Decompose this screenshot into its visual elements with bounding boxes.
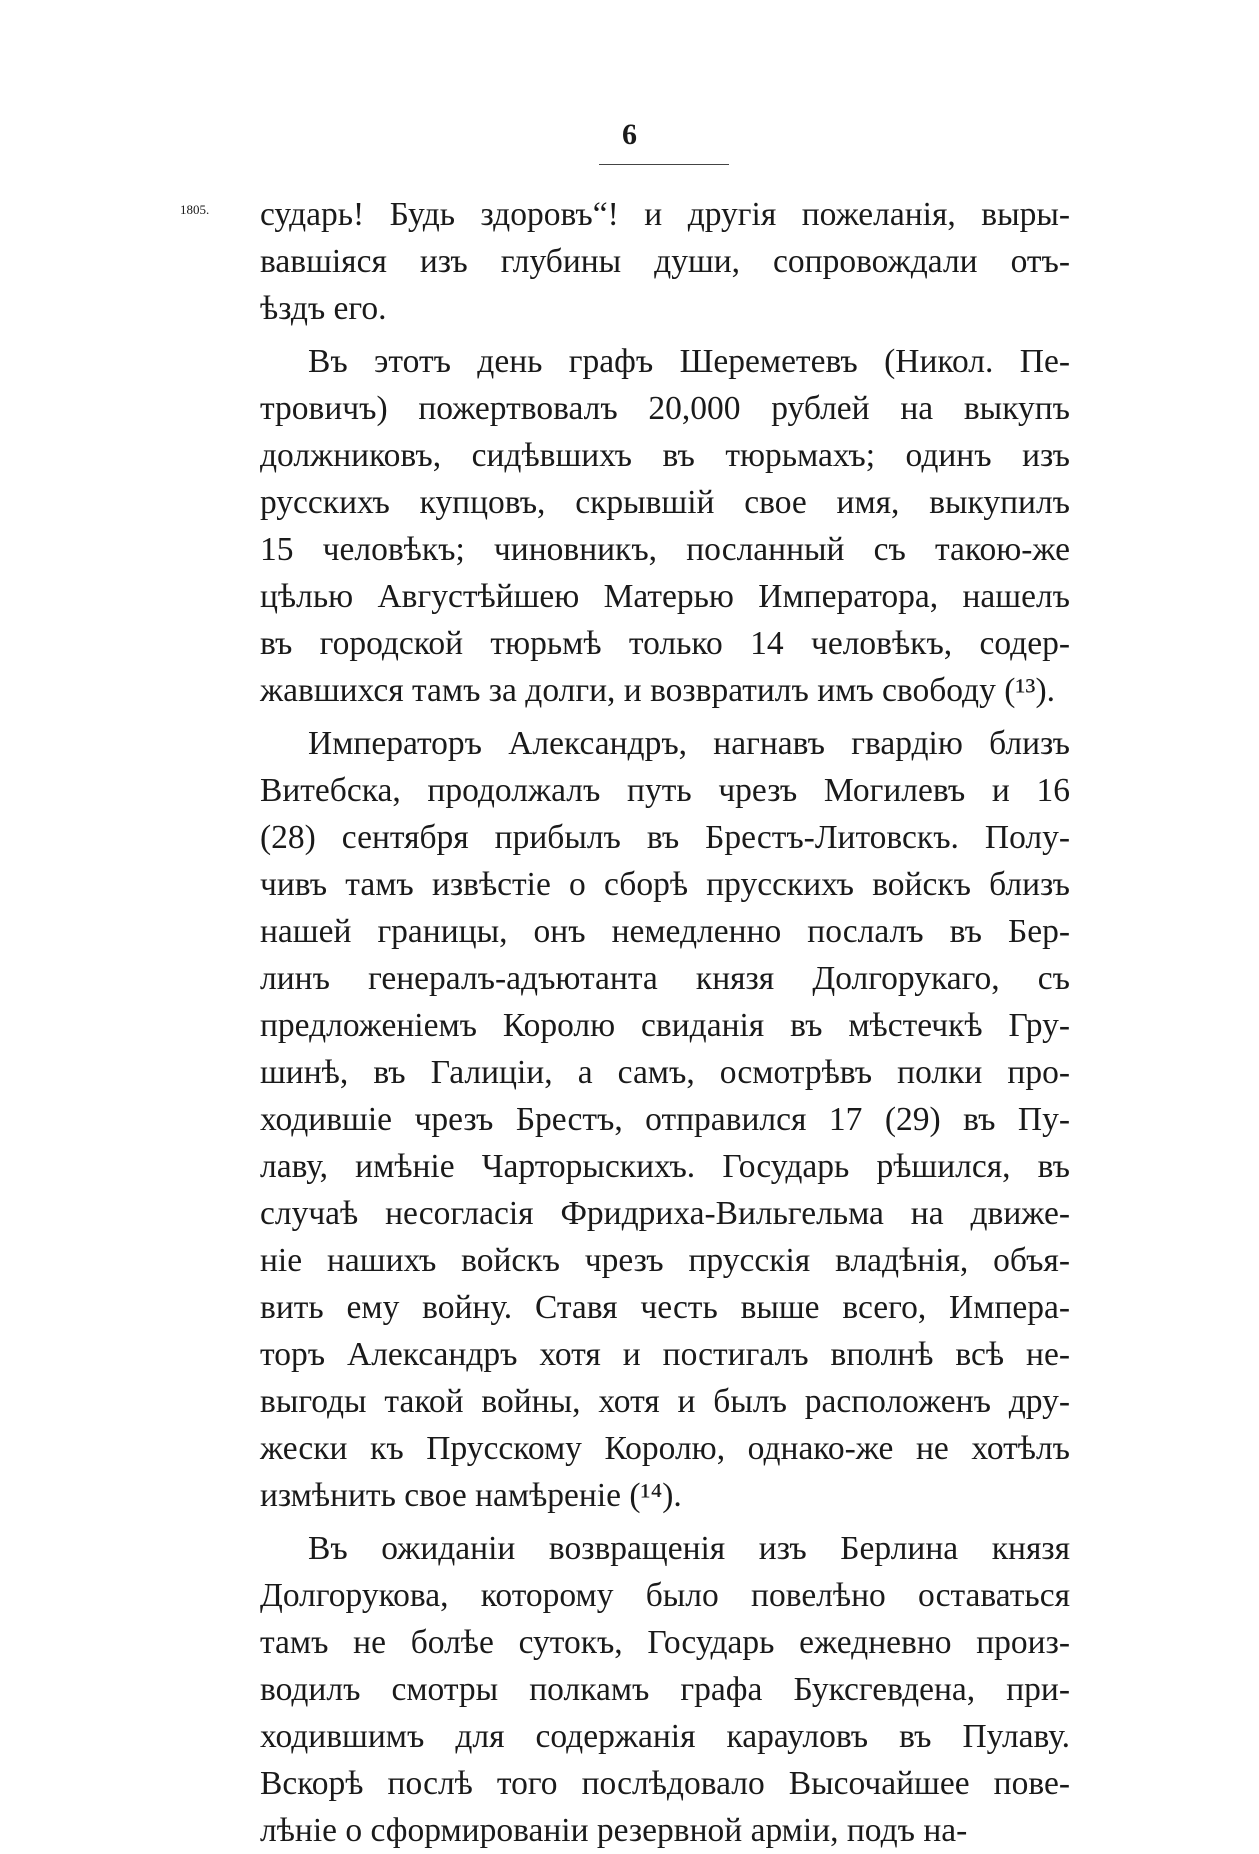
text-line: выгоды такой войны, хотя и былъ расположенъ дру- bbox=[260, 1383, 1070, 1420]
text-line: русскихъ купцовъ, скрывшій свое имя, выкупилъ bbox=[260, 484, 1070, 521]
text-block bbox=[260, 191, 1070, 1854]
header-rule bbox=[599, 164, 729, 165]
paragraph bbox=[260, 1525, 1070, 1854]
text-line: въ городской тюрьмѣ только 14 человѣкъ, содер- bbox=[260, 625, 1070, 662]
text-line: случаѣ несогласія Фридриха-Вильгельма на движе- bbox=[260, 1195, 1070, 1232]
text-line: предложеніемъ Королю свиданія въ мѣстечкѣ Гру- bbox=[260, 1007, 1070, 1044]
text-line: должниковъ, сидѣвшихъ въ тюрьмахъ; одинъ изъ bbox=[260, 437, 1070, 474]
text-line: сударь! Будь здоровъ“! и другія пожеланія, выры- bbox=[260, 196, 1070, 233]
text-line: Въ этотъ день графъ Шереметевъ (Никол. Пе- bbox=[308, 343, 1070, 380]
text-line: ѣздъ его. bbox=[260, 290, 387, 327]
text-line: Вскорѣ послѣ того послѣдовало Высочайшее пове- bbox=[260, 1765, 1070, 1802]
paragraph bbox=[260, 720, 1070, 1519]
text-line: торъ Александръ хотя и постигалъ вполнѣ всѣ не- bbox=[260, 1336, 1070, 1373]
text-line: лаву, имѣніе Чарторыскихъ. Государь рѣшился, въ bbox=[260, 1148, 1070, 1185]
text-line: измѣнить свое намѣреніе (¹⁴). bbox=[260, 1477, 682, 1514]
text-line: Витебска, продолжалъ путь чрезъ Могилевъ и 16 bbox=[260, 772, 1070, 809]
text-line: чивъ тамъ извѣстіе о сборѣ прусскихъ войскъ близъ bbox=[260, 866, 1070, 903]
text-line: вавшіяся изъ глубины души, сопровождали отъ- bbox=[260, 243, 1070, 280]
text-line: ходившимъ для содержанія карауловъ въ Пулаву. bbox=[260, 1718, 1070, 1755]
text-line: цѣлью Августѣйшею Матерью Императора, нашелъ bbox=[260, 578, 1070, 615]
text-line: тамъ не болѣе сутокъ, Государь ежедневно произ- bbox=[260, 1624, 1070, 1661]
text-line: водилъ смотры полкамъ графа Буксгевдена, при- bbox=[260, 1671, 1070, 1708]
text-line: 15 человѣкъ; чиновникъ, посланный съ такою-же bbox=[260, 531, 1070, 568]
paragraph bbox=[260, 191, 1070, 332]
text-line: вить ему войну. Ставя честь выше всего, Импера- bbox=[260, 1289, 1070, 1326]
text-line: линъ генералъ-адъютанта князя Долгорукаго, съ bbox=[260, 960, 1070, 997]
text-line: (28) сентября прибылъ въ Брестъ-Литовскъ. Полу- bbox=[260, 819, 1070, 856]
text-line: жавшихся тамъ за долги, и возвратилъ имъ свободу (¹³). bbox=[260, 672, 1056, 709]
text-line: Императоръ Александръ, нагнавъ гвардію близъ bbox=[308, 725, 1070, 762]
text-line: тровичъ) пожертвовалъ 20,000 рублей на выкупъ bbox=[260, 390, 1070, 427]
text-line: нашей границы, онъ немедленно послалъ въ Бер- bbox=[260, 913, 1070, 950]
text-line: Въ ожиданіи возвращенія изъ Берлина князя bbox=[308, 1530, 1070, 1567]
year-margin-note: 1805. bbox=[180, 202, 210, 217]
text-line: жески къ Прусскому Королю, однако-же не хотѣлъ bbox=[260, 1430, 1070, 1467]
text-line: шинѣ, въ Галиціи, а самъ, осмотрѣвъ полки про- bbox=[260, 1054, 1070, 1091]
paragraph bbox=[260, 338, 1070, 714]
text-line: ходившіе чрезъ Брестъ, отправился 17 (29) въ Пу- bbox=[260, 1101, 1070, 1138]
text-line: лѣніе о сформированіи резервной арміи, подъ на- bbox=[260, 1812, 968, 1849]
page-number: 6 bbox=[622, 118, 637, 151]
text-line: Долгорукова, которому было повелѣно оставаться bbox=[260, 1577, 1070, 1614]
text-line: ніе нашихъ войскъ чрезъ прусскія владѣнія, объя- bbox=[260, 1242, 1070, 1279]
